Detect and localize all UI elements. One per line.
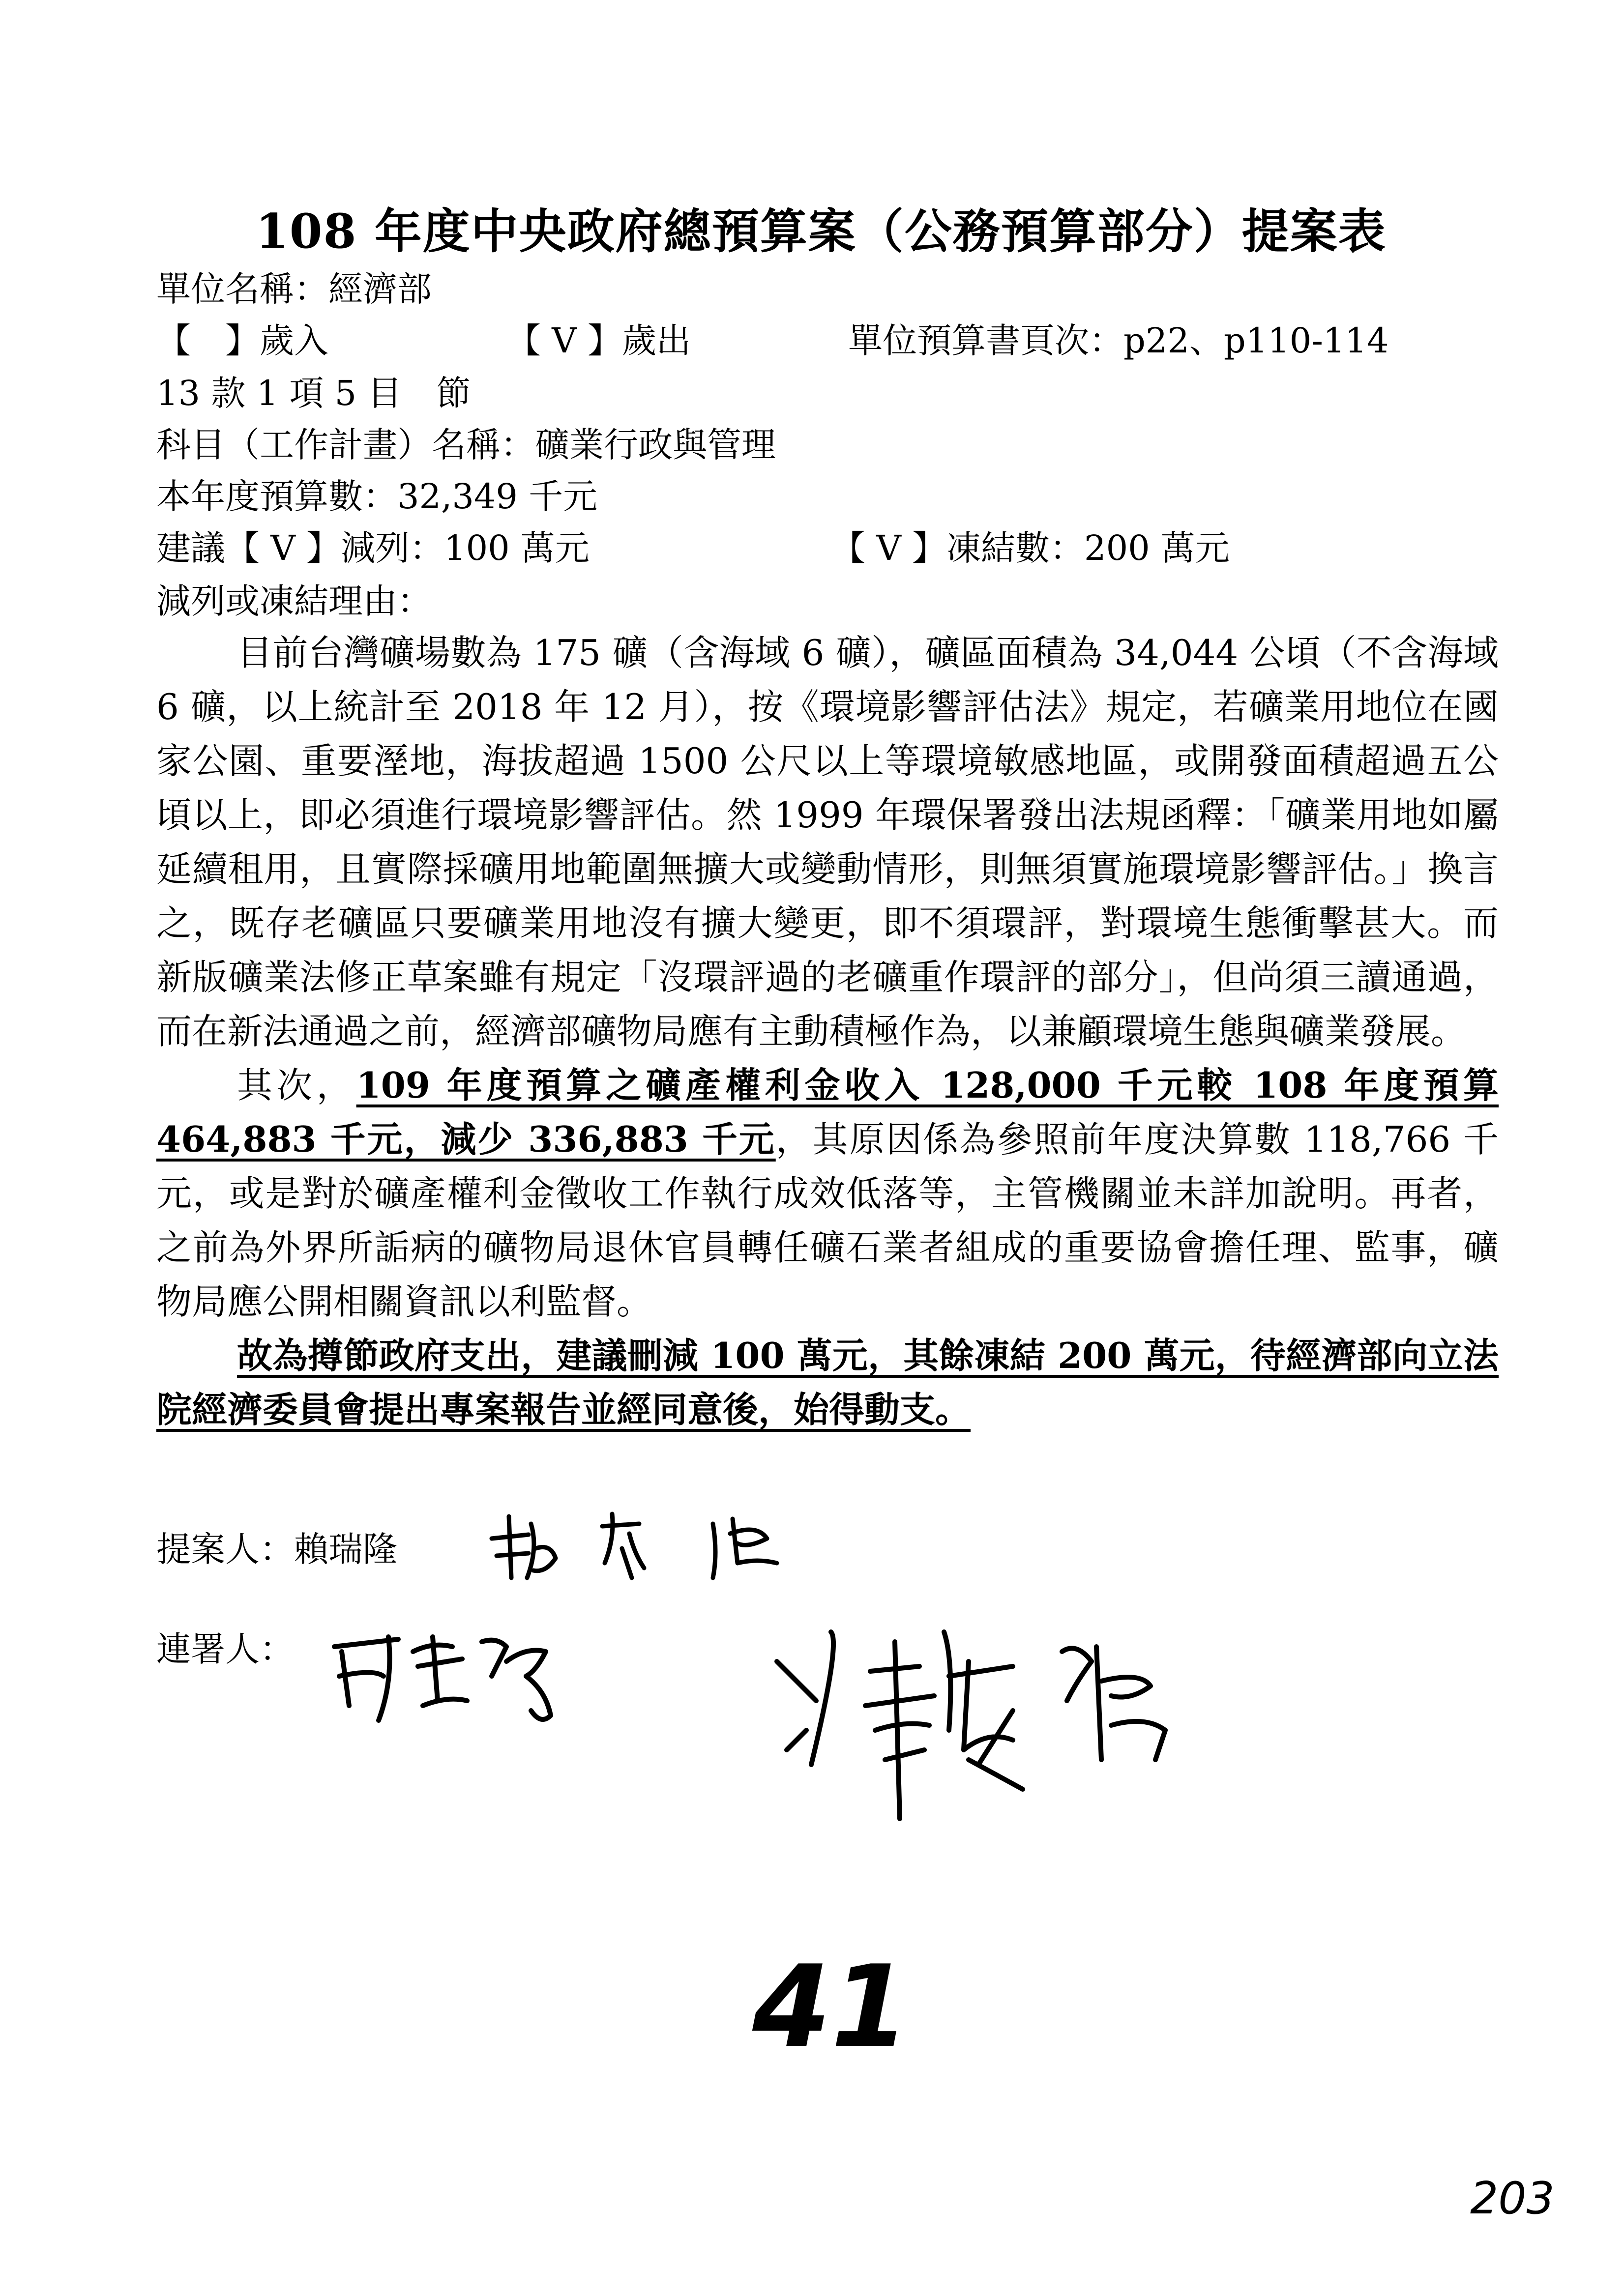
cosigner-signature-2	[757, 1602, 1200, 1833]
reason-heading: 減列或凍結理由：	[156, 581, 432, 621]
paragraph-2-lead: 其次，	[237, 1065, 356, 1106]
revenue-checkbox: 【 】歲入	[156, 320, 328, 361]
paragraph-2-rest: ，其原因係為參照前年度決算數 118,766 千元，或是對於礦產權利金徵收工作執行成效低落等，主管機關並未詳加說明。再者，之前為外界所詬病的礦物局退休官員轉任礦石業者組成的重要協會擔任理、監事，礦物局應公開相關資訊以利監督。	[156, 1119, 1499, 1322]
budget-section: 13 款 1 項 5 目 節	[156, 373, 471, 413]
paragraph-1: 目前台灣礦場數為 175 礦（含海域 6 礦），礦區面積為 34,044 公頃（不含海域 6 礦，以上統計至 2018 年 12 月），按《環境影響評估法》規定，若礦業用地位在國家公園、重要溼地，海拔超過 1500 公尺以上等環境敏感地區，或開發面積超過五公頃以上，即必須進行環境影響評估。然 1999 年環保署發出法規函釋：「礦業用地如屬延續租用，且實際採礦用地範圍無擴大或變動情形，則無須實施環境影響評估。」換言之，既存老礦區只要礦業用地沒有擴大變更，即不須環評，對環境生態衝擊甚大。而新版礦業法修正草案雖有規定「沒環評過的老礦重作環評的部分」，但尚須三讀通過，而在新法通過之前，經濟部礦物局應有主動積極作為，以兼顧環境生態與礦業發展。	[156, 632, 1499, 1052]
proposer-signature	[482, 1504, 826, 1593]
cosigner-signature-1	[320, 1617, 595, 1735]
subject-name: 科目（工作計畫）名稱：礦業行政與管理	[156, 425, 776, 465]
proposer-label: 提案人：賴瑞隆	[156, 1529, 397, 1569]
cut-suggestion: 建議【 V 】減列：100 萬元	[156, 528, 590, 568]
paragraph-2	[156, 1058, 1499, 1329]
document-title: 108 年度中央政府總預算案（公務預算部分）提案表	[256, 203, 1387, 259]
handwritten-page-number: 41	[752, 1942, 910, 2073]
corner-page-number: 203	[1470, 2173, 1555, 2224]
expenditure-checkbox: 【 V 】歲出	[506, 320, 691, 361]
paragraph-3-conclusion: 故為撙節政府支出，建議刪減 100 萬元，其餘凍結 200 萬元，待經濟部向立法院經濟委員會提出專案報告並經同意後，始得動支。	[156, 1335, 1499, 1430]
freeze-amount: 【 V 】凍結數：200 萬元	[831, 528, 1230, 568]
reason-body	[156, 626, 1499, 1437]
cosigner-label: 連署人：	[156, 1629, 294, 1669]
page-reference: 單位預算書頁次：p22、p110-114	[848, 320, 1389, 361]
unit-name: 單位名稱：經濟部	[156, 269, 432, 309]
royalty-revenue-highlight: 109 年度預算之礦產權利金收入 128,000 千元較 108 年度預算 464,883 千元，減少 336,883 千元	[156, 1064, 1499, 1160]
budget-amount: 本年度預算數：32,349 千元	[156, 476, 598, 517]
